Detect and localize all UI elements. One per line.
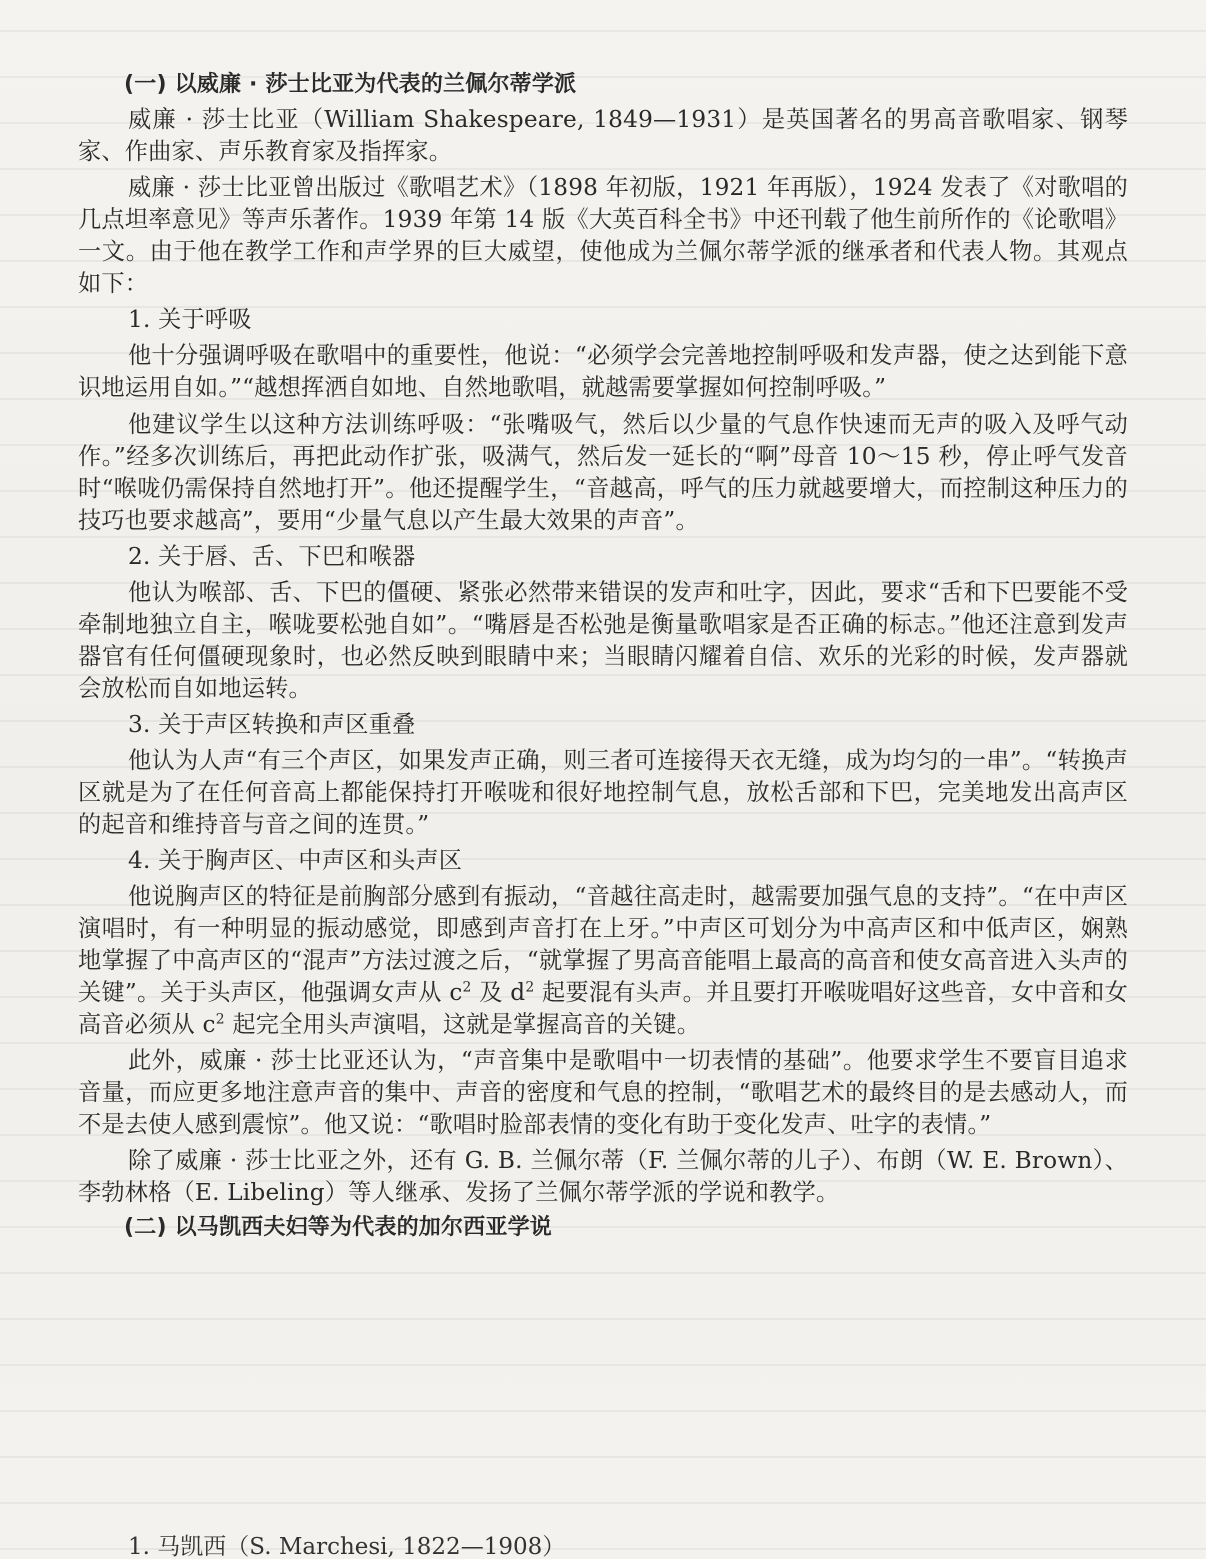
- section-heading-2: (二) 以马凯西夫妇等为代表的加尔西亚学说: [124, 1214, 552, 1240]
- superscript-2: 2: [525, 979, 535, 996]
- paragraph-chest-part-c: 起要混有头声。并且要打开喉咙唱好这些音，女中音和女高音必须从 c: [78, 978, 1128, 1038]
- document-body: [78, 70, 1128, 1247]
- paragraph-breath-2: 他建议学生以这种方法训练呼吸：“张嘴吸气，然后以少量的气息作快速而无声的吸入及呼气动作。”经多次训练后，再把此动作扩张，吸满气，然后发一延长的“啊”母音 10～15 秒，停止呼气发音时“喉咙仍需保持自然地打开”。他还提醒学生，“音越高，呼气的压力就越要增大，而控制这种压力的技巧也要求越高”，要用“少量气息以产生最大效果的声音”。: [78, 410, 1128, 534]
- paragraph-works: 威廉 · 莎士比亚曾出版过《歌唱艺术》（1898 年初版，1921 年再版），1924 发表了《对歌唱的几点坦率意见》等声乐著作。1939 年第 14 版《大英百科全书》中还刊载了他生前所作的《论歌唱》一文。由于他在教学工作和声学界的巨大威望，使他成为兰佩尔蒂学派的继承者和代表人物。其观点如下：: [78, 174, 1128, 298]
- superscript-2: 2: [462, 979, 472, 996]
- superscript-2: 2: [215, 1011, 225, 1028]
- paragraph-followers: 除了威廉 · 莎士比亚之外，还有 G. B. 兰佩尔蒂（F. 兰佩尔蒂的儿子）、布朗（W. E. Brown）、李勃林格（E. Libeling）等人继承、发扬了兰佩尔蒂学派的学说和教学。: [78, 1146, 1128, 1206]
- paragraph-chest-part-a: 他说胸声区的特征是前胸部分感到有振动，“音越往高走时，越需要加强气息的支持”。“在中声区演唱时，有一种明显的振动感觉，即感到声音打在上牙。”中声区可划分为中高声区和中低声区，娴熟地掌握了中高声区的“混声”方法过渡之后，“就掌握了男高音能唱上最高的高音和使女高音进入头声的关键”。关于头声区，他强调女声从 c: [78, 882, 1128, 1006]
- cut-off-line: 1. 马凯西（S. Marchesi, 1822—1908）: [128, 1534, 566, 1559]
- subheading-lips: 2. 关于唇、舌、下巴和喉器: [128, 542, 416, 570]
- paragraph-chest-part-b: 及 d: [471, 978, 526, 1006]
- paragraph-register: 他认为人声“有三个声区，如果发声正确，则三者可连接得天衣无缝，成为均匀的一串”。“转换声区就是为了在任何音高上都能保持打开喉咙和很好地控制气息，放松舌部和下巴，完美地发出高声区的起音和维持音与音之间的连贯。”: [78, 746, 1128, 838]
- paragraph-chest-part-d: 起完全用头声演唱，这就是掌握高音的关键。: [224, 1010, 701, 1038]
- paragraph-breath-1: 他十分强调呼吸在歌唱中的重要性，他说：“必须学会完善地控制呼吸和发声器，使之达到能下意识地运用自如。”“越想挥洒自如地、自然地歌唱，就越需要掌握如何控制呼吸。”: [78, 342, 1128, 402]
- paragraph-lips: 他认为喉部、舌、下巴的僵硬、紧张必然带来错误的发声和吐字，因此，要求“舌和下巴要能不受牵制地独立自主，喉咙要松弛自如”。“嘴唇是否松弛是衡量歌唱家是否正确的标志。”他还注意到发声器官有任何僵硬现象时，也必然反映到眼睛中来；当眼睛闪耀着自信、欢乐的光彩的时候，发声器就会放松而自如地运转。: [78, 578, 1128, 702]
- section-heading-1: (一) 以威廉 · 莎士比亚为代表的兰佩尔蒂学派: [124, 72, 577, 97]
- paragraph-intro: 威廉 · 莎士比亚（William Shakespeare, 1849—1931）是英国著名的男高音歌唱家、钢琴家、作曲家、声乐教育家及指挥家。: [78, 106, 1128, 166]
- subheading-register: 3. 关于声区转换和声区重叠: [128, 710, 416, 738]
- paragraph-focus: 此外，威廉 · 莎士比亚还认为，“声音集中是歌唱中一切表情的基础”。他要求学生不要盲目追求音量，而应更多地注意声音的集中、声音的密度和气息的控制，“歌唱艺术的最终目的是去感动人，而不是去使人感到震惊”。他又说：“歌唱时脸部表情的变化有助于变化发声、吐字的表情。”: [78, 1046, 1128, 1138]
- subheading-chest: 4. 关于胸声区、中声区和头声区: [128, 846, 463, 874]
- paragraph-chest: [78, 881, 1128, 1041]
- subheading-breath: 1. 关于呼吸: [128, 306, 252, 334]
